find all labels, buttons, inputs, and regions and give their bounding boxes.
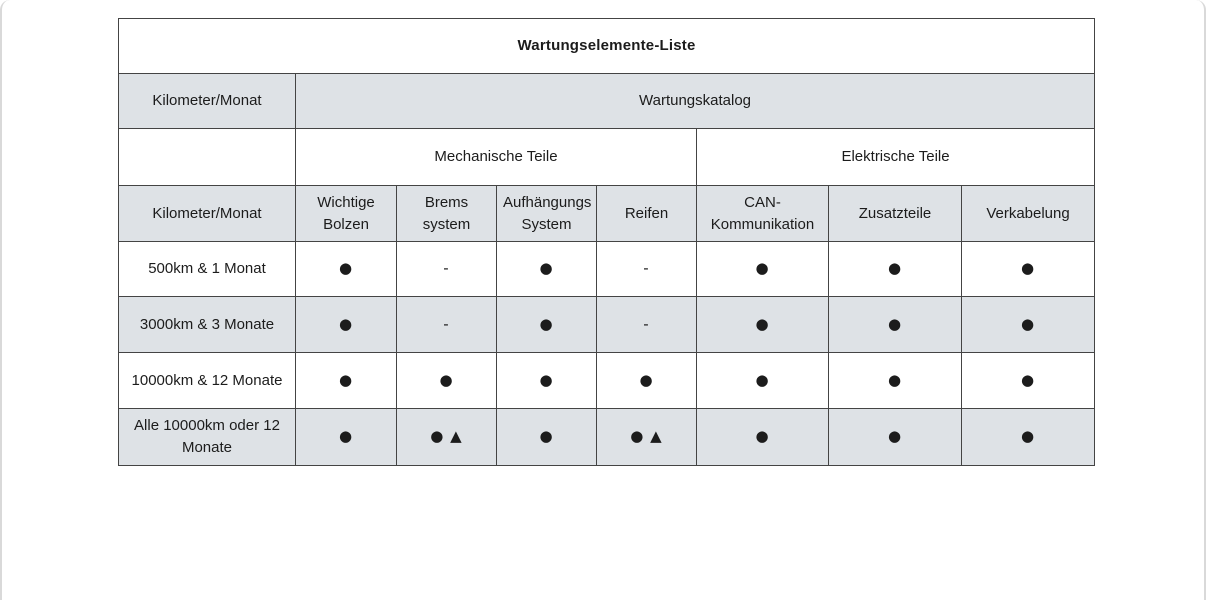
symbol-cell: ● xyxy=(296,242,397,297)
row-label: 500km & 1 Monat xyxy=(119,242,296,297)
symbol-cell: ● xyxy=(829,353,962,409)
symbol-cell: ● xyxy=(497,353,597,409)
column-header-wichtige-bolzen: Wichtige Bolzen xyxy=(296,186,397,242)
symbol-cell: ● xyxy=(597,353,697,409)
row-label: Alle 10000km oder 12 Monate xyxy=(119,409,296,466)
symbol-cell: - xyxy=(397,242,497,297)
symbol-cell: ● xyxy=(962,409,1095,466)
column-header-reifen: Reifen xyxy=(597,186,697,242)
symbol-cell: ● xyxy=(296,353,397,409)
column-header-bremssystem: Brems system xyxy=(397,186,497,242)
symbol-cell: ● xyxy=(697,297,829,353)
symbol-cell: - xyxy=(597,242,697,297)
group-electrical: Elektrische Teile xyxy=(697,129,1095,186)
symbol-cell: ● xyxy=(497,409,597,466)
symbol-cell: ● xyxy=(697,242,829,297)
symbol-cell: ● xyxy=(296,297,397,353)
table-title-row xyxy=(119,19,1095,74)
symbol-cell: ● xyxy=(697,353,829,409)
symbol-cell: ● xyxy=(397,353,497,409)
column-header-can-kommunikation: CAN-Kommunikation xyxy=(697,186,829,242)
group-header-row xyxy=(119,129,1095,186)
column-header-row xyxy=(119,186,1095,242)
table-row xyxy=(119,297,1095,353)
symbol-cell: ● xyxy=(962,242,1095,297)
column-header-aufhaengungssystem: Aufhängungs System xyxy=(497,186,597,242)
row-label: 10000km & 12 Monate xyxy=(119,353,296,409)
symbol-cell: ● xyxy=(697,409,829,466)
table-row xyxy=(119,409,1095,466)
row-label: 3000km & 3 Monate xyxy=(119,297,296,353)
catalog-row-label: Kilometer/Monat xyxy=(119,74,296,129)
column-header-verkabelung: Verkabelung xyxy=(962,186,1095,242)
symbol-cell: - xyxy=(397,297,497,353)
symbol-cell: ● xyxy=(829,242,962,297)
column-header-zusatzteile: Zusatzteile xyxy=(829,186,962,242)
symbol-cell: ● xyxy=(296,409,397,466)
symbol-cell: ● xyxy=(829,297,962,353)
table-row xyxy=(119,353,1095,409)
symbol-cell: - xyxy=(597,297,697,353)
symbol-cell: ● xyxy=(829,409,962,466)
table-row xyxy=(119,242,1095,297)
catalog-row-value: Wartungskatalog xyxy=(296,74,1095,129)
maintenance-table xyxy=(118,18,1095,466)
symbol-cell: ● xyxy=(962,353,1095,409)
empty-cell xyxy=(119,129,296,186)
symbol-cell: ● ▲ xyxy=(597,409,697,466)
group-mechanical: Mechanische Teile xyxy=(296,129,697,186)
symbol-cell: ● xyxy=(497,297,597,353)
symbol-cell: ● xyxy=(962,297,1095,353)
symbol-cell: ● xyxy=(497,242,597,297)
catalog-row xyxy=(119,74,1095,129)
table-title: Wartungselemente-Liste xyxy=(119,19,1095,74)
column-header-kilometer-monat: Kilometer/Monat xyxy=(119,186,296,242)
symbol-cell: ● ▲ xyxy=(397,409,497,466)
